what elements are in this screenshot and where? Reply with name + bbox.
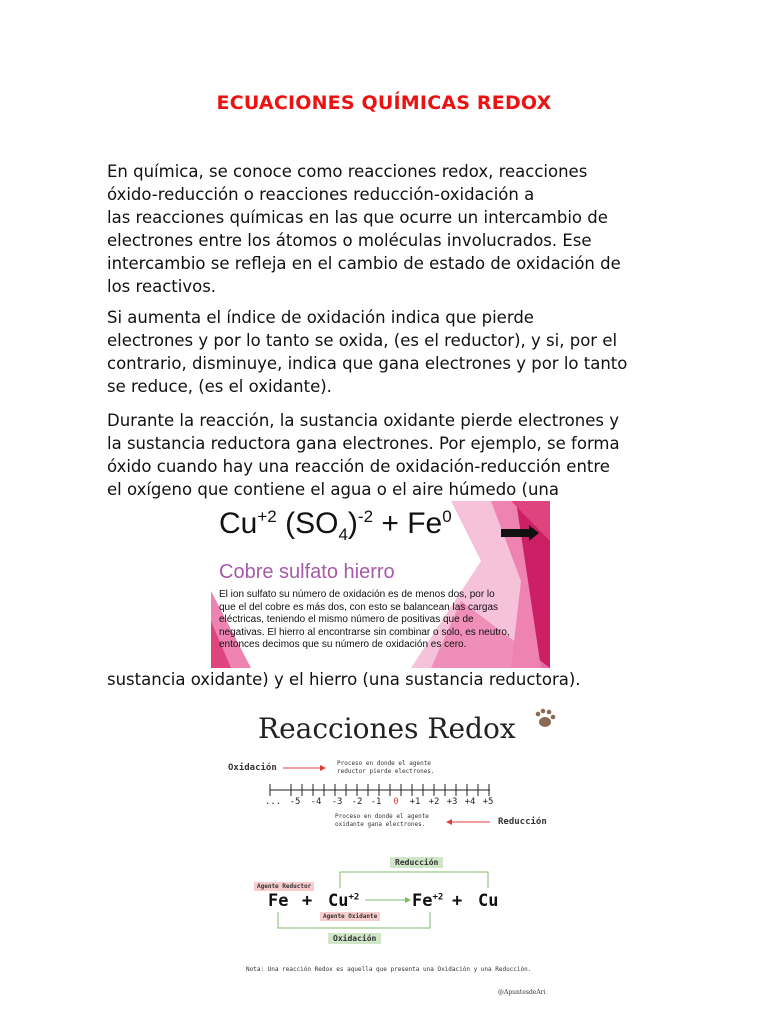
- credit: @ApuntesdeAri: [498, 989, 546, 996]
- reduccion-note-line: oxidante gana electrones.: [335, 821, 426, 828]
- paragraph-4: [107, 668, 667, 691]
- description-line: que el del cobre es más dos, con esto se balancean las cargas: [219, 601, 499, 613]
- diagram-lines: [240, 700, 560, 1005]
- paragraph-line: En química, se conoce como reacciones redox, reacciones: [107, 162, 588, 181]
- paragraph-line: sustancia oxidante) y el hierro (una sustancia reductora).: [107, 670, 581, 689]
- paragraph-line: los reactivos.: [107, 277, 217, 296]
- chemical-formula: $Cu^{+2}$ $(SO_4)^{-2} + Fe^0$: [219, 507, 452, 544]
- oxidacion-box: Oxidación: [328, 933, 381, 944]
- paragraph-line: intercambio se refleja en el cambio de estado de oxidación de: [107, 254, 621, 273]
- reduccion-note-line: Proceso en donde el agente: [335, 813, 429, 820]
- plus-sign: +: [452, 891, 463, 911]
- tick-label: -5: [289, 797, 301, 807]
- paw-icon: [536, 709, 556, 727]
- paragraph-line: electrones y por lo tanto se oxida, (es el reductor), y si, por el: [107, 331, 618, 350]
- reactant-fe: Fe: [268, 891, 289, 911]
- tick-label: +2: [428, 797, 440, 807]
- reduccion-box: Reducción: [390, 857, 443, 868]
- description-line: negativas. El hierro al encontrarse sin combinar o solo, es neutro,: [219, 626, 510, 638]
- image-description: [219, 589, 550, 652]
- oxidacion-label: Oxidación: [228, 763, 277, 773]
- tick-label: ...: [264, 797, 282, 807]
- tick-label: +3: [446, 797, 458, 807]
- paragraph-line: el oxígeno que contiene el agua o el aire húmedo (una: [107, 480, 559, 499]
- image-subtitle: Cobre sulfato hierro: [219, 561, 395, 583]
- description-line: entonces decimos que su número de oxidación es cero.: [219, 639, 467, 650]
- diagram-heading: Reacciones Redox: [258, 712, 516, 745]
- paragraph-2: [107, 306, 667, 398]
- oxidacion-note-line: reductor pierde electrones.: [337, 768, 435, 775]
- description-line: eléctricas, teniendo el mismo número de positivas que de: [219, 614, 474, 625]
- reduccion-label: Reducción: [498, 817, 547, 827]
- paragraph-line: las reacciones químicas en las que ocurre un intercambio de: [107, 208, 608, 227]
- agente-reductor-tag: Agente Reductor: [254, 882, 314, 891]
- tick-label: -3: [331, 797, 343, 807]
- redox-diagram: [228, 700, 560, 1005]
- paragraph-line: se reduce, (es el oxidante).: [107, 377, 332, 396]
- paragraph-line: la sustancia reductora gana electrones. Por ejemplo, se forma: [107, 434, 620, 453]
- product-cu: Cu: [478, 891, 499, 911]
- paragraph-line: contrario, disminuye, indica que gana electrones y por lo tanto: [107, 354, 628, 373]
- oxidacion-note-line: Proceso en donde el agente: [337, 760, 431, 767]
- paragraph-line: electrones entre los átomos o moléculas involucrados. Ese: [107, 231, 592, 250]
- paragraph-1: [107, 160, 667, 298]
- tick-label: -1: [370, 797, 382, 807]
- tick-label: +1: [409, 797, 421, 807]
- product-fe: $Fe^{+2}$: [412, 891, 444, 911]
- copper-sulfate-image: [211, 501, 550, 668]
- tick-label: +4: [464, 797, 476, 807]
- paragraph-line: Durante la reacción, la sustancia oxidante pierde electrones y: [107, 411, 619, 430]
- paragraph-3: [107, 409, 667, 501]
- paragraph-line: Si aumenta el índice de oxidación indica que pierde: [107, 308, 534, 327]
- diagram-note: Nota: Una reacción Redox es aquella que presenta una Oxidación y una Reducción.: [246, 966, 532, 973]
- agente-oxidante-tag: Agente Oxidante: [320, 912, 380, 921]
- tick-label-zero: 0: [393, 797, 399, 807]
- tick-label: -4: [310, 797, 322, 807]
- page-title: ECUACIONES QUÍMICAS REDOX: [216, 92, 552, 114]
- paragraph-line: óxido-reducción o reacciones reducción-oxidación a: [107, 185, 535, 204]
- description-line: El ion sulfato su número de oxidación es de menos dos, por lo: [219, 589, 495, 600]
- tick-label: -2: [351, 797, 363, 807]
- plus-sign: +: [302, 891, 313, 911]
- paragraph-line: óxido cuando hay una reacción de oxidación-reducción entre: [107, 457, 610, 476]
- tick-label: +5: [482, 797, 494, 807]
- reactant-cu: $Cu^{+2}$: [328, 891, 360, 911]
